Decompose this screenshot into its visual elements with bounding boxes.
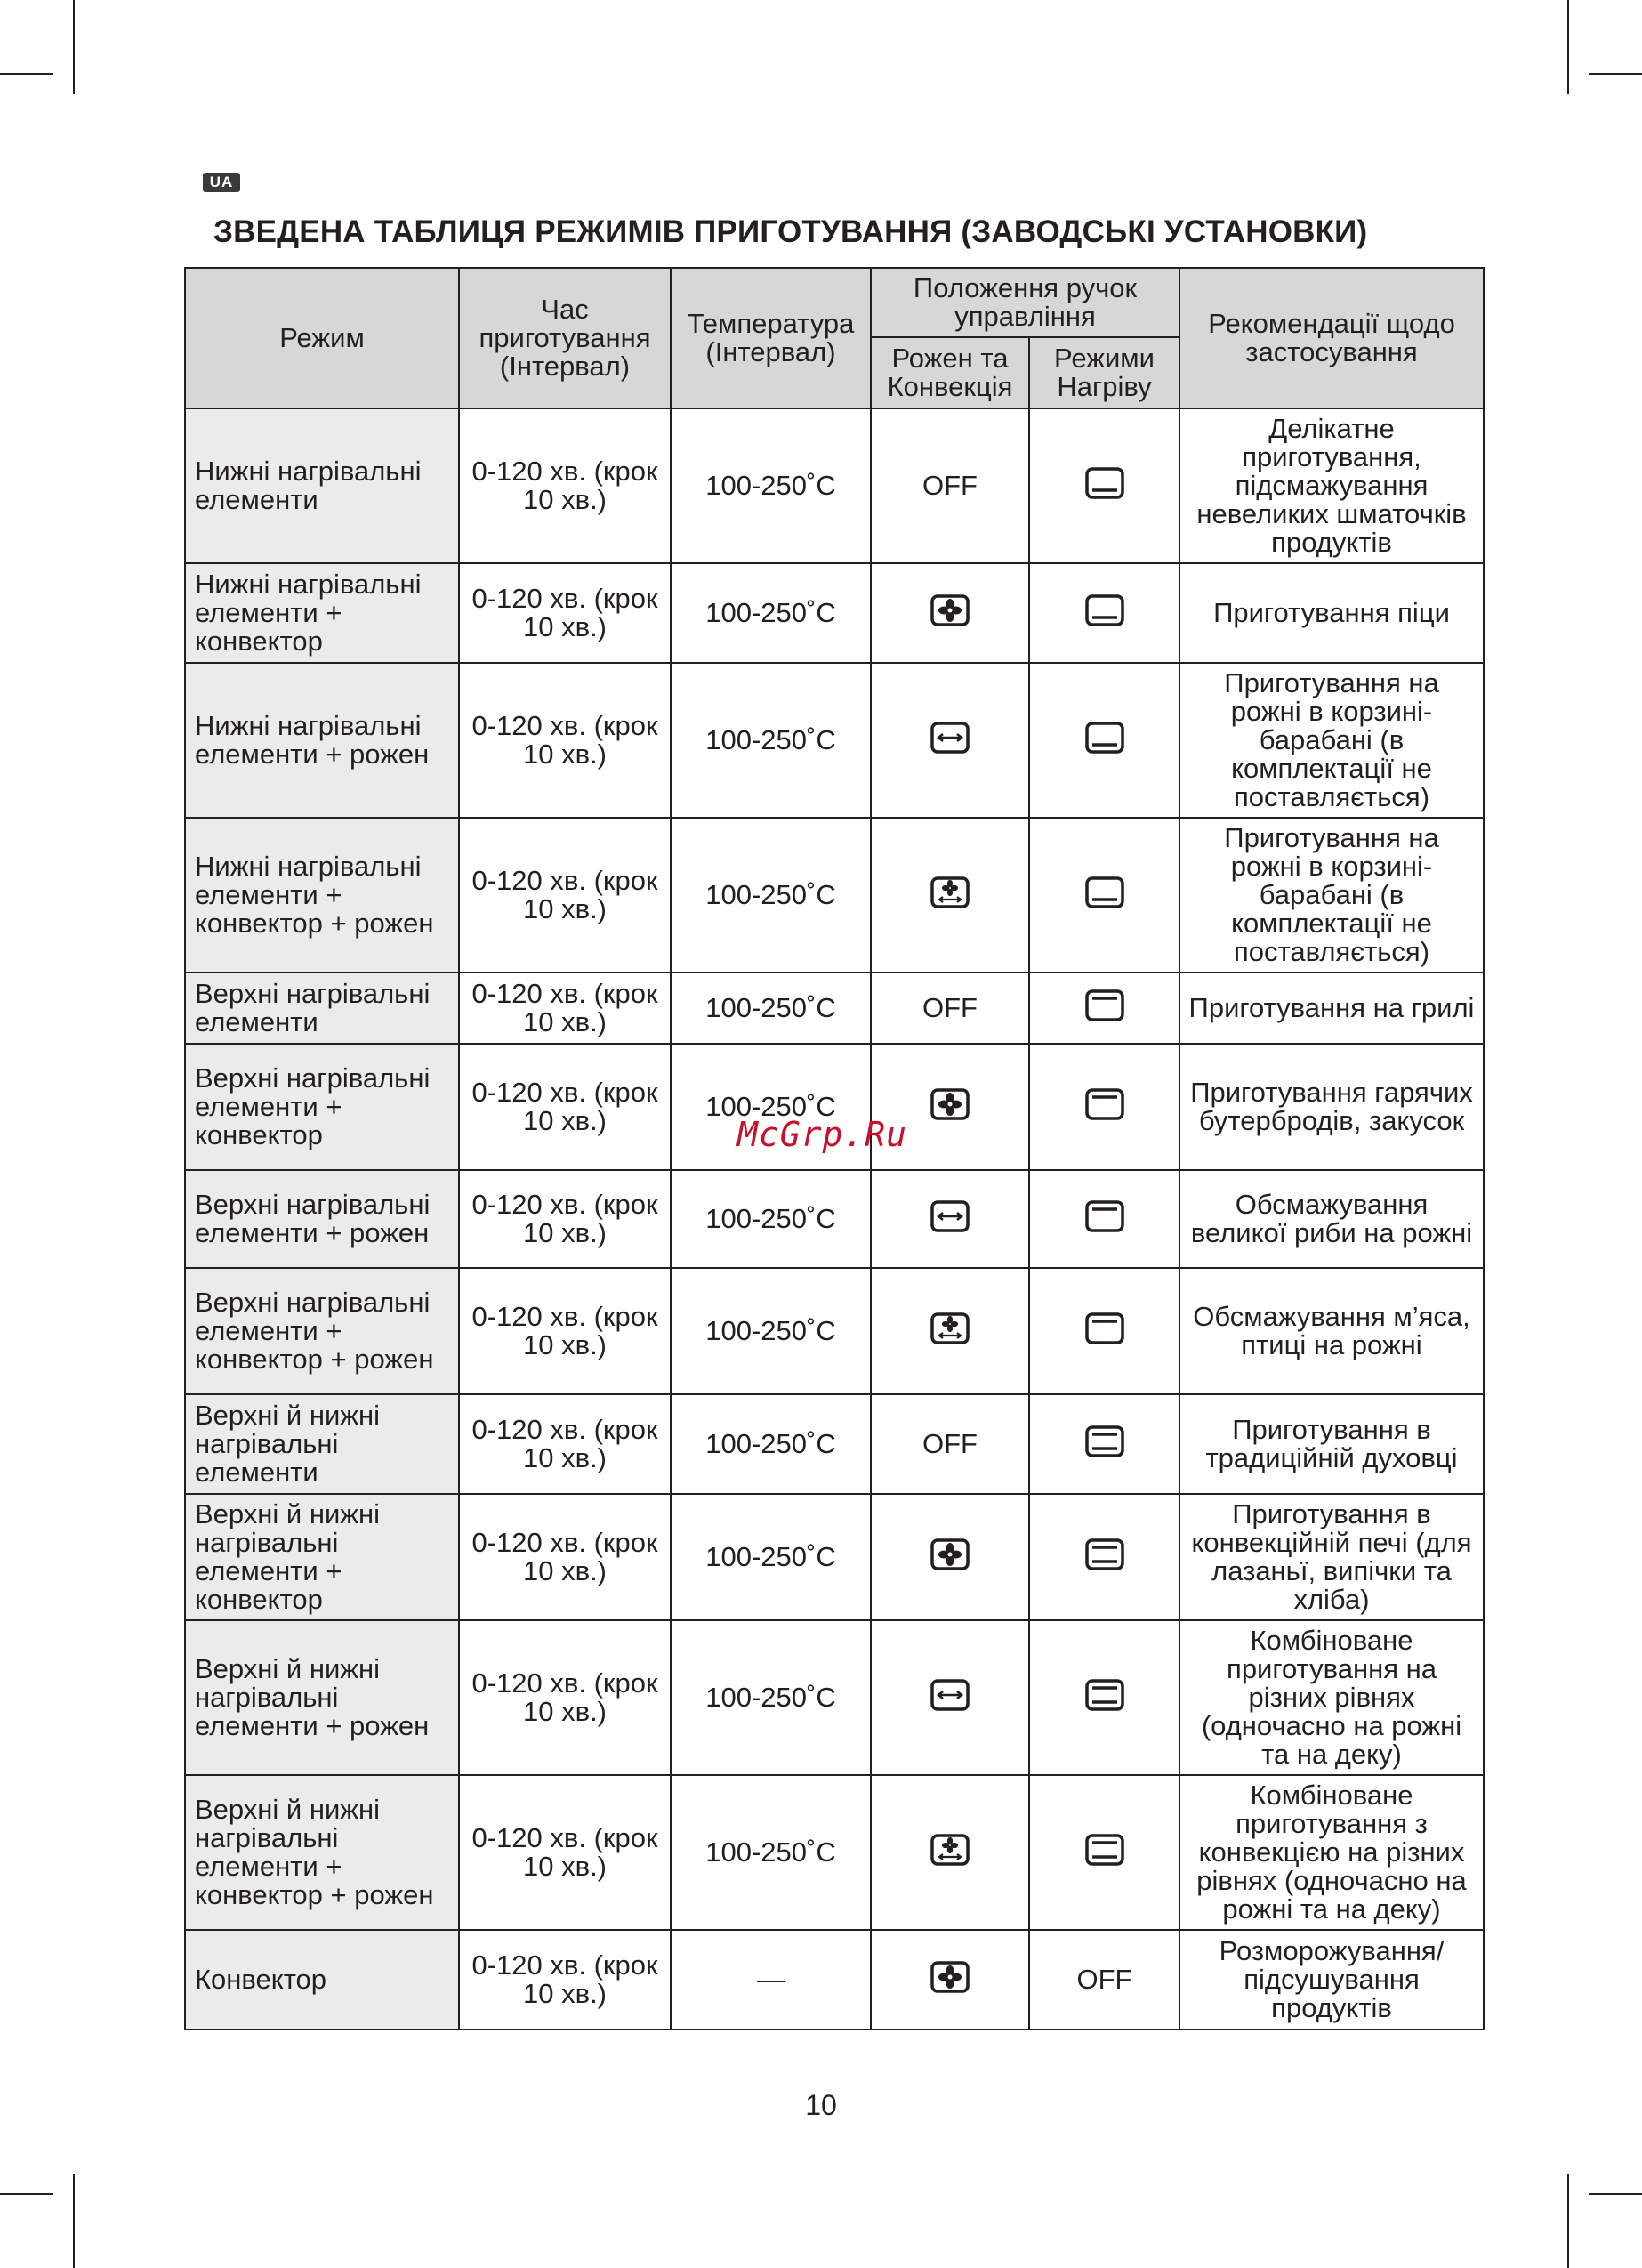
knob-heat-cell bbox=[1029, 1930, 1179, 2030]
mode-cell: Нижні нагрівальні елементи bbox=[185, 408, 459, 563]
time-cell: 0-120 хв. (крок 10 хв.) bbox=[459, 1170, 671, 1268]
temperature-cell: 100-250˚С bbox=[671, 973, 871, 1044]
knob-spit-cell bbox=[871, 1930, 1029, 2030]
mode-cell: Верхні нагрівальні елементи bbox=[185, 973, 459, 1044]
table-row bbox=[185, 1268, 1484, 1394]
header-mode: Режим bbox=[185, 268, 459, 408]
fan-spit-icon bbox=[930, 1312, 970, 1351]
recommendation-cell: Приготування гарячих бутербродів, закусок bbox=[1179, 1044, 1484, 1170]
mode-cell: Верхні й нижні нагрівальні елементи + конвектор + рожен bbox=[185, 1775, 459, 1930]
table-row bbox=[185, 563, 1484, 663]
recommendation-cell: Приготування піци bbox=[1179, 563, 1484, 663]
recommendation-cell: Приготування в традиційній духовці bbox=[1179, 1394, 1484, 1494]
knob-spit-cell bbox=[871, 973, 1029, 1044]
temperature-cell: 100-250˚С bbox=[671, 1394, 871, 1494]
spit-icon bbox=[930, 1678, 970, 1717]
recommendation-cell: Приготування в конвекційній печі (для лазаньї, випічки та хліба) bbox=[1179, 1494, 1484, 1620]
knob-heat-cell bbox=[1029, 663, 1179, 818]
table-row bbox=[185, 1620, 1484, 1775]
top-heat-icon bbox=[1084, 989, 1125, 1028]
time-cell: 0-120 хв. (крок 10 хв.) bbox=[459, 408, 671, 563]
mode-cell: Конвектор bbox=[185, 1930, 459, 2030]
mode-cell: Нижні нагрівальні елементи + рожен bbox=[185, 663, 459, 818]
time-cell: 0-120 хв. (крок 10 хв.) bbox=[459, 1775, 671, 1930]
table-row bbox=[185, 1930, 1484, 2030]
time-cell: 0-120 хв. (крок 10 хв.) bbox=[459, 1620, 671, 1775]
fan-icon bbox=[930, 1087, 970, 1126]
bottom-heat-icon bbox=[1084, 466, 1125, 505]
knob-spit-cell-value: OFF bbox=[922, 992, 978, 1023]
time-cell: 0-120 хв. (крок 10 хв.) bbox=[459, 973, 671, 1044]
knob-heat-cell-value: OFF bbox=[1076, 1964, 1132, 1995]
crop-mark bbox=[1589, 73, 1642, 75]
mode-cell: Верхні нагрівальні елементи + рожен bbox=[185, 1170, 459, 1268]
knob-heat-cell bbox=[1029, 1494, 1179, 1620]
temperature-cell: 100-250˚С bbox=[671, 1620, 871, 1775]
crop-mark bbox=[0, 73, 53, 75]
knob-spit-cell bbox=[871, 1620, 1029, 1775]
knob-heat-cell bbox=[1029, 818, 1179, 973]
time-cell: 0-120 хв. (крок 10 хв.) bbox=[459, 1494, 671, 1620]
knob-heat-cell bbox=[1029, 973, 1179, 1044]
mode-cell: Нижні нагрівальні елементи + конвектор + рожен bbox=[185, 818, 459, 973]
header-knob-spit: Рожен та Конвекція bbox=[871, 337, 1029, 408]
knob-heat-cell bbox=[1029, 563, 1179, 663]
knob-heat-cell bbox=[1029, 1044, 1179, 1170]
mode-cell: Верхні й нижні нагрівальні елементи + рожен bbox=[185, 1620, 459, 1775]
knob-heat-cell bbox=[1029, 1394, 1179, 1494]
knob-spit-cell-value: OFF bbox=[922, 470, 978, 501]
recommendation-cell: Комбіноване приготування з конвекцією на різних рівнях (одночасно на рожні та на деку) bbox=[1179, 1775, 1484, 1930]
bottom-heat-icon bbox=[1084, 876, 1125, 915]
recommendation-cell: Приготування на рожні в корзині-барабані (в комплектації не поставляється) bbox=[1179, 663, 1484, 818]
table-row bbox=[185, 1394, 1484, 1494]
mode-cell: Верхні нагрівальні елементи + конвектор bbox=[185, 1044, 459, 1170]
knob-spit-cell bbox=[871, 563, 1029, 663]
spit-icon bbox=[930, 1199, 970, 1239]
crop-mark bbox=[73, 0, 75, 94]
bottom-heat-icon bbox=[1084, 721, 1125, 760]
crop-mark bbox=[1589, 2193, 1642, 2195]
spit-icon bbox=[930, 721, 970, 760]
fan-spit-icon bbox=[930, 1833, 970, 1872]
crop-mark bbox=[1567, 0, 1569, 94]
mode-cell: Верхні й нижні нагрівальні елементи + конвектор bbox=[185, 1494, 459, 1620]
table-row bbox=[185, 408, 1484, 563]
knob-spit-cell bbox=[871, 408, 1029, 563]
crop-mark bbox=[73, 2174, 75, 2268]
temperature-cell: 100-250˚С bbox=[671, 408, 871, 563]
time-cell: 0-120 хв. (крок 10 хв.) bbox=[459, 818, 671, 973]
temperature-cell: 100-250˚С bbox=[671, 563, 871, 663]
temperature-cell: 100-250˚С bbox=[671, 663, 871, 818]
time-cell: 0-120 хв. (крок 10 хв.) bbox=[459, 1268, 671, 1394]
knob-heat-cell bbox=[1029, 1620, 1179, 1775]
time-cell: 0-120 хв. (крок 10 хв.) bbox=[459, 563, 671, 663]
time-cell: 0-120 хв. (крок 10 хв.) bbox=[459, 663, 671, 818]
table-row bbox=[185, 1494, 1484, 1620]
mode-cell: Верхні нагрівальні елементи + конвектор + рожен bbox=[185, 1268, 459, 1394]
top-heat-icon bbox=[1084, 1312, 1125, 1351]
recommendation-cell: Обсмажування великої риби на рожні bbox=[1179, 1170, 1484, 1268]
temperature-cell: 100-250˚С bbox=[671, 1268, 871, 1394]
recommendation-cell: Приготування на рожні в корзині-барабані (в комплектації не поставляється) bbox=[1179, 818, 1484, 973]
crop-mark bbox=[1567, 2174, 1569, 2268]
knob-spit-cell bbox=[871, 1170, 1029, 1268]
header-time: Час приготування (Інтервал) bbox=[459, 268, 671, 408]
top-bottom-heat-icon bbox=[1084, 1538, 1125, 1577]
knob-spit-cell bbox=[871, 818, 1029, 973]
page-number: 10 bbox=[805, 2089, 837, 2121]
table-row bbox=[185, 973, 1484, 1044]
time-cell: 0-120 хв. (крок 10 хв.) bbox=[459, 1044, 671, 1170]
knob-spit-cell bbox=[871, 1494, 1029, 1620]
temperature-cell: 100-250˚С bbox=[671, 1775, 871, 1930]
language-badge: UA bbox=[203, 173, 240, 192]
time-cell: 0-120 хв. (крок 10 хв.) bbox=[459, 1394, 671, 1494]
header-temperature: Температура (Інтервал) bbox=[671, 268, 871, 408]
knob-spit-cell bbox=[871, 663, 1029, 818]
knob-spit-cell bbox=[871, 1775, 1029, 1930]
recommendation-cell: Делікатне приготування, підсмажування невеликих шматочків продуктів bbox=[1179, 408, 1484, 563]
knob-spit-cell bbox=[871, 1394, 1029, 1494]
fan-icon bbox=[930, 1960, 970, 1999]
table-row bbox=[185, 663, 1484, 818]
time-cell: 0-120 хв. (крок 10 хв.) bbox=[459, 1930, 671, 2030]
recommendation-cell: Розморожування/ підсушування продуктів bbox=[1179, 1930, 1484, 2030]
knob-spit-cell bbox=[871, 1268, 1029, 1394]
top-bottom-heat-icon bbox=[1084, 1833, 1125, 1872]
top-bottom-heat-icon bbox=[1084, 1678, 1125, 1717]
table-row bbox=[185, 818, 1484, 973]
table-row bbox=[185, 1170, 1484, 1268]
temperature-cell: — bbox=[671, 1930, 871, 2030]
knob-heat-cell bbox=[1029, 1170, 1179, 1268]
watermark: McGrp.Ru bbox=[737, 1115, 908, 1154]
crop-mark bbox=[0, 2193, 53, 2195]
table-row bbox=[185, 1775, 1484, 1930]
bottom-heat-icon bbox=[1084, 593, 1125, 633]
knob-spit-cell-value: OFF bbox=[922, 1428, 978, 1459]
fan-icon bbox=[930, 1538, 970, 1577]
top-bottom-heat-icon bbox=[1084, 1425, 1125, 1464]
knob-heat-cell bbox=[1029, 408, 1179, 563]
mode-cell: Нижні нагрівальні елементи + конвектор bbox=[185, 563, 459, 663]
temperature-cell: 100-250˚С bbox=[671, 1494, 871, 1620]
header-knob-heat: Режими Нагріву bbox=[1029, 337, 1179, 408]
knob-heat-cell bbox=[1029, 1775, 1179, 1930]
recommendation-cell: Комбіноване приготування на різних рівнях (одночасно на рожні та на деку) bbox=[1179, 1620, 1484, 1775]
header-recommendation: Рекомендації щодо застосування bbox=[1179, 268, 1484, 408]
fan-spit-icon bbox=[930, 876, 970, 915]
recommendation-cell: Обсмажування м’яса, птиці на рожні bbox=[1179, 1268, 1484, 1394]
mode-cell: Верхні й нижні нагрівальні елементи bbox=[185, 1394, 459, 1494]
fan-icon bbox=[930, 593, 970, 633]
temperature-cell: 100-250˚С bbox=[671, 818, 871, 973]
recommendation-cell: Приготування на грилі bbox=[1179, 973, 1484, 1044]
header-knobs: Положення ручок управління bbox=[871, 268, 1179, 337]
temperature-cell: 100-250˚С bbox=[671, 1044, 871, 1170]
top-heat-icon bbox=[1084, 1199, 1125, 1239]
page-title: ЗВЕДЕНА ТАБЛИЦЯ РЕЖИМІВ ПРИГОТУВАННЯ (ЗАВОДСЬКІ УСТАНОВКИ) bbox=[213, 214, 1368, 249]
top-heat-icon bbox=[1084, 1087, 1125, 1126]
temperature-cell: 100-250˚С bbox=[671, 1170, 871, 1268]
knob-heat-cell bbox=[1029, 1268, 1179, 1394]
